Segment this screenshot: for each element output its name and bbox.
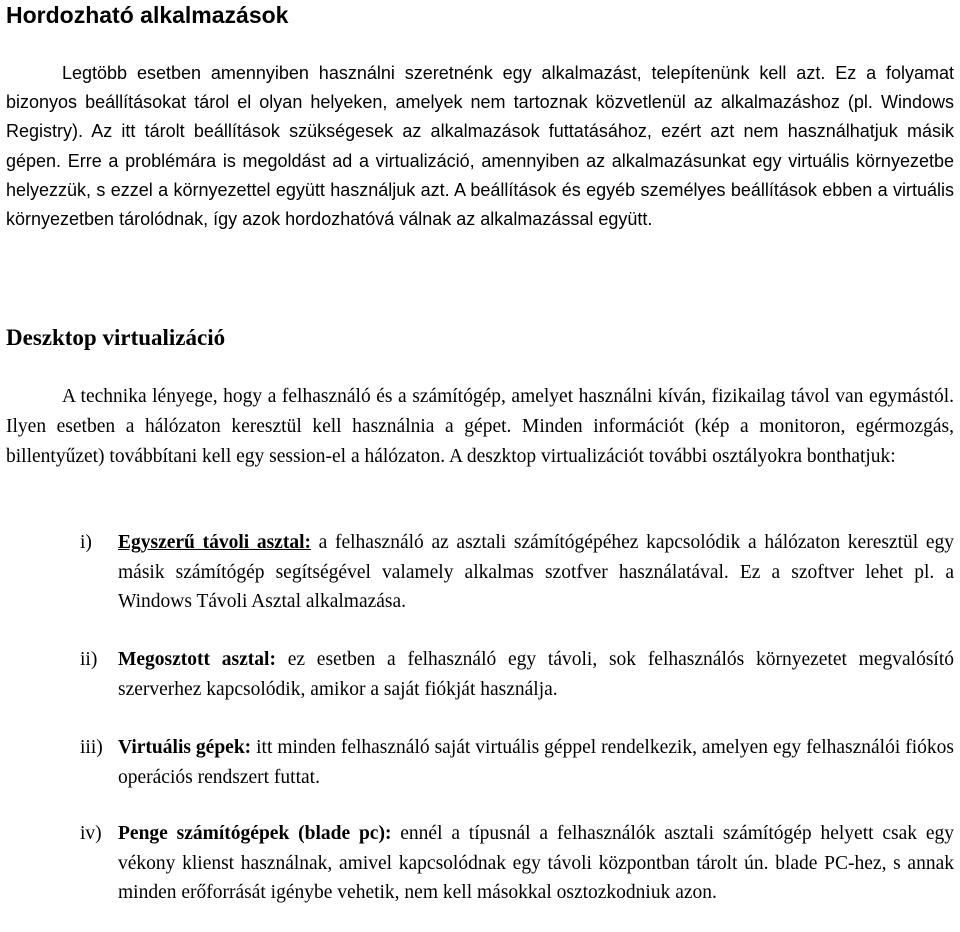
list-item-text: itt minden felhasználó saját virtuális géppel rendelkezik, amelyen egy felhasználói fiókos operációs rendszert futtat. [118, 737, 954, 788]
list-marker: i) [80, 532, 92, 553]
list-item-term: Egyszerű távoli asztal: [118, 532, 311, 553]
paragraph-portable-apps-text: Legtöbb esetben amennyiben használni szeretnénk egy alkalmazást, telepítenünk kell azt. Ez a folyamat bizonyos beállításokat tárol el olyan helyeken, amelyek nem tartoznak közvetlenül az alkalmazáshoz (pl. Windows Registry). Az itt tárolt beállítások szükségesek az alkalmazások futtatásához, ezért azt nem használhatjuk másik gépen. Erre a problémára is megoldást ad a virtualizáció, amennyiben az alkalmazásunkat egy virtuális környezetbe helyezzük, s ezzel a környezettel együtt használjuk azt. A beállítások és egyéb személyes beállítások ebben a virtuális környezetben tárolódnak, így azok hordozhatóvá válnak az alkalmazással együtt. [6, 63, 954, 230]
list-marker: ii) [80, 649, 98, 670]
list-item-term: Penge számítógépek (blade pc): [118, 823, 392, 844]
list-item-text: ez esetben a felhasználó egy távoli, sok felhasználós környezetet megvalósító szerverhez kapcsolódik, amikor a saját fiókját használja. [118, 649, 954, 700]
list-item-text: a felhasználó az asztali számítógépéhez kapcsolódik a hálózaton keresztül egy másik számítógép segítségével valamely alkalmas szotfver használatával. Ez a szoftver lehet pl. a Windows Távoli Asztal alkalmazása. [118, 532, 954, 612]
list-item [6, 645, 954, 704]
list-item [6, 733, 954, 792]
paragraph-portable-apps [6, 59, 954, 234]
list-item-body [118, 528, 954, 617]
section-title-desktop-virtualization: Deszktop virtualizáció [6, 325, 226, 350]
paragraph-desktop-virtualization-text: A technika lényege, hogy a felhasználó és a számítógép, amelyet használni kíván, fizikailag távol van egymástól. Ilyen esetben a hálózaton keresztül kell használnia a gépet. Minden információt (kép a monitoron, egérmozgás, billentyűzet) továbbítani kell egy session-el a hálózaton. A deszktop virtualizációt további osztályokra bonthatjuk: [6, 386, 954, 467]
paragraph-desktop-virtualization [6, 382, 954, 471]
list-marker: iii) [80, 737, 103, 758]
list-item-term: Virtuális gépek: [118, 737, 252, 758]
list-item [6, 528, 954, 617]
list-item-body [118, 645, 954, 704]
list-item [6, 819, 954, 908]
list-item-text: ennél a típusnál a felhasználók asztali számítógép helyett csak egy vékony klienst használnak, amivel kapcsolódnak egy távoli központban tárolt ún. blade PC-hez, s annak minden erőforrását igénybe vehetik, nem kell másokkal osztozkodniuk azon. [118, 823, 954, 903]
list-item-term: Megosztott asztal: [118, 649, 276, 670]
list-item-body [118, 733, 954, 792]
section-title-portable-apps: Hordozható alkalmazások [6, 2, 289, 28]
list-item-body [118, 819, 954, 908]
list-marker: iv) [80, 823, 102, 844]
